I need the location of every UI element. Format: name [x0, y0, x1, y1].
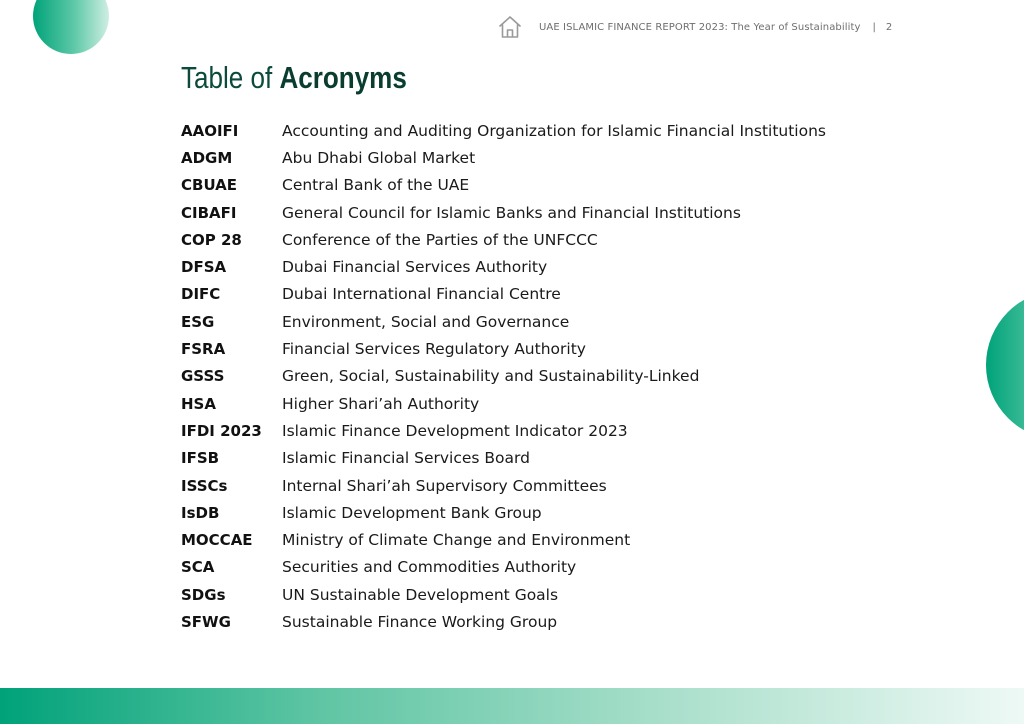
acronym-abbreviation: CIBAFI	[181, 203, 237, 222]
acronym-definition: Central Bank of the UAE	[282, 176, 470, 195]
acronym-abbreviation: AAOIFI	[181, 121, 239, 140]
acronym-row	[181, 526, 881, 553]
acronym-row	[181, 335, 881, 362]
acronym-row	[181, 144, 881, 171]
acronym-definition: Islamic Development Bank Group	[282, 503, 542, 522]
acronym-definition: Ministry of Climate Change and Environment	[282, 531, 631, 550]
acronym-row	[181, 417, 881, 444]
acronym-row	[181, 117, 881, 144]
acronym-abbreviation: COP 28	[181, 230, 242, 249]
acronym-abbreviation: ADGM	[181, 148, 233, 167]
acronym-row	[181, 253, 881, 280]
acronym-abbreviation: HSA	[181, 394, 216, 413]
acronym-definition: Abu Dhabi Global Market	[282, 148, 476, 167]
acronym-definition: General Council for Islamic Banks and Financial Institutions	[282, 203, 741, 222]
acronym-row	[181, 608, 881, 635]
acronym-row	[181, 472, 881, 499]
page-title-prefix: Table of	[181, 60, 273, 95]
acronym-abbreviation: CBUAE	[181, 176, 238, 195]
acronym-definition: Higher Shari’ah Authority	[282, 394, 480, 413]
acronym-row	[181, 581, 881, 608]
acronym-row	[181, 199, 881, 226]
acronym-abbreviation: MOCCAE	[181, 531, 253, 550]
acronym-abbreviation: DFSA	[181, 258, 227, 277]
decorative-circle-top	[33, 0, 109, 54]
acronym-abbreviation: FSRA	[181, 340, 226, 359]
acronym-definition: Islamic Finance Development Indicator 2023	[282, 421, 628, 440]
acronym-definition: Internal Shari’ah Supervisory Committees	[282, 476, 607, 495]
acronym-definition: Dubai International Financial Centre	[282, 285, 561, 304]
acronym-definition: Sustainable Finance Working Group	[282, 612, 558, 631]
acronym-abbreviation: DIFC	[181, 285, 221, 304]
acronym-abbreviation: SFWG	[181, 612, 231, 631]
acronym-definition: Accounting and Auditing Organization for Islamic Financial Institutions	[282, 121, 826, 140]
acronym-row	[181, 499, 881, 526]
acronym-row	[181, 390, 881, 417]
acronym-definition: UN Sustainable Development Goals	[282, 585, 559, 604]
acronym-definition: Financial Services Regulatory Authority	[282, 340, 586, 359]
home-icon[interactable]	[497, 15, 523, 39]
footer-gradient-bar	[0, 688, 1024, 724]
acronym-row	[181, 226, 881, 253]
decorative-circle-right	[986, 290, 1024, 440]
acronym-abbreviation: IFSB	[181, 449, 220, 468]
acronym-row	[181, 445, 881, 472]
acronym-definition: Conference of the Parties of the UNFCCC	[282, 230, 598, 249]
acronym-definition: Islamic Financial Services Board	[282, 449, 530, 468]
acronym-abbreviation: SDGs	[181, 585, 226, 604]
acronym-abbreviation: IFDI 2023	[181, 421, 262, 440]
page-title-emphasis: Acronyms	[279, 60, 407, 95]
page-header	[497, 14, 892, 40]
acronym-abbreviation: ISSCs	[181, 476, 228, 495]
page-number: 2	[885, 21, 893, 33]
acronym-row	[181, 281, 881, 308]
acronym-abbreviation: ESG	[181, 312, 215, 331]
acronym-abbreviation: SCA	[181, 558, 215, 577]
acronym-definition: Environment, Social and Governance	[282, 312, 570, 331]
acronym-abbreviation: GSSS	[181, 367, 225, 386]
acronym-row	[181, 172, 881, 199]
header-separator: |	[872, 21, 876, 33]
report-title: UAE ISLAMIC FINANCE REPORT 2023: The Year of Sustainability	[539, 21, 861, 33]
page-title	[181, 58, 407, 98]
acronym-definition: Green, Social, Sustainability and Sustainability-Linked	[282, 367, 700, 386]
acronym-definition: Securities and Commodities Authority	[282, 558, 577, 577]
acronym-abbreviation: IsDB	[181, 503, 220, 522]
acronym-row	[181, 363, 881, 390]
acronym-list	[181, 117, 881, 636]
acronym-row	[181, 554, 881, 581]
acronym-definition: Dubai Financial Services Authority	[282, 258, 548, 277]
acronym-row	[181, 308, 881, 335]
